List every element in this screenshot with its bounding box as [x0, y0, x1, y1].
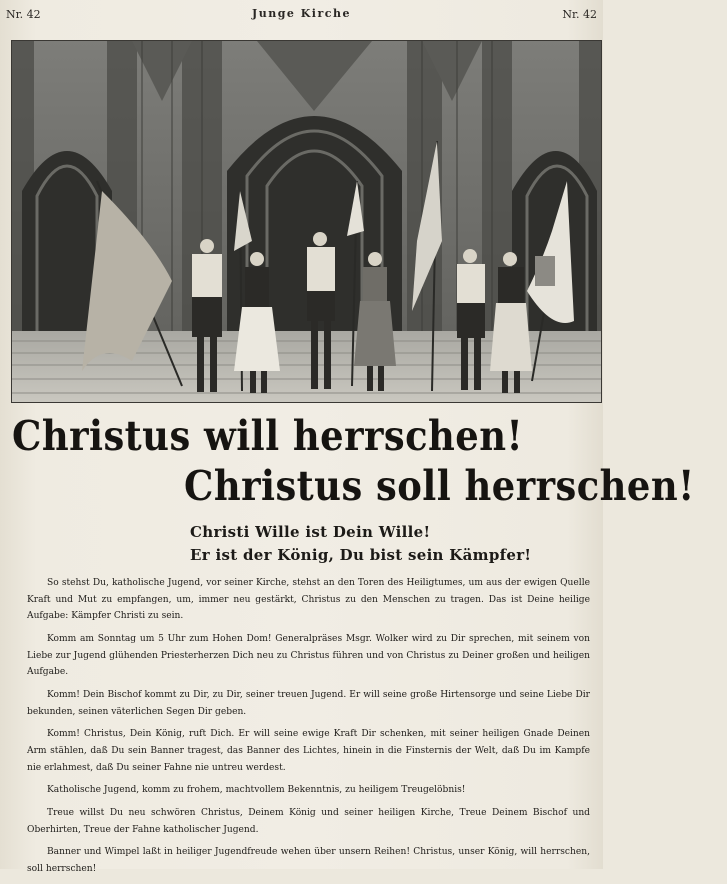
paragraph: Banner und Wimpel laßt in heiliger Jugendfreude wehen über unsern Reihen! Christus, unser König, will herrschen, soll herrschen! [27, 847, 590, 875]
headline-line-2: Christus soll herrschen! [184, 462, 695, 510]
paragraph: So stehst Du, katholische Jugend, vor seiner Kirche, stehst an den Toren des Heiligtumes, um aus der ewigen Quelle Kraft und Mut zu empfangen, um, immer neu gestärkt, Christus zu den Menschen zu tragen. Das ist Deine heilige Aufgabe: Kämpfer Christi zu sein. [27, 578, 590, 622]
headline-line-1: Christus will herrschen! [12, 412, 524, 460]
page-number-left: Nr. 42 [6, 8, 41, 21]
cathedral-photo [11, 40, 602, 403]
subheadline-line-1: Christi Wille ist Dein Wille! [190, 523, 431, 541]
paragraph: Komm! Christus, Dein König, ruft Dich. Er will seine ewige Kraft Dir schenken, mit seiner heiligen Gnade Deinen Arm stählen, daß Du sein Banner tragest, das Banner des Lichtes, hinein in die Finsternis der Welt, daß Du im Kampfe nie erlahmest, daß Du seiner Fahne nie untreu werdest. [27, 729, 590, 773]
paragraph: Treue willst Du neu schwören Christus, Deinem König und seiner heiligen Kirche, Treue Deinem Bischof und Oberhirten, Treue der Fahne katholischer Jugend. [27, 808, 590, 835]
page-number-right: Nr. 42 [562, 8, 597, 21]
paragraph: Komm am Sonntag um 5 Uhr zum Hohen Dom! Generalpräses Msgr. Wolker wird zu Dir sprechen, mit seinem von Liebe zur Jugend glühenden Priesterherzen Dich neu zu Christus führen und von Christus zu Deiner großen und heiligen Aufgabe. [27, 633, 590, 678]
page-header [6, 6, 597, 24]
article-body [27, 575, 590, 884]
paragraph: Komm! Dein Bischof kommt zu Dir, zu Dir, seiner treuen Jugend. Er will seine große Hirtensorge und seine Liebe Dir bekunden, seinen väterlichen Segen Dir geben. [27, 689, 590, 717]
paragraph: Katholische Jugend, komm zu frohem, machtvollem Bekenntnis, zu heiligem Treugelöbnis! [47, 785, 466, 796]
publication-title: Junge Kirche [252, 7, 351, 20]
cathedral-photo-icon [12, 41, 601, 402]
subheadline-line-2: Er ist der König, Du bist sein Kämpfer! [190, 546, 532, 564]
